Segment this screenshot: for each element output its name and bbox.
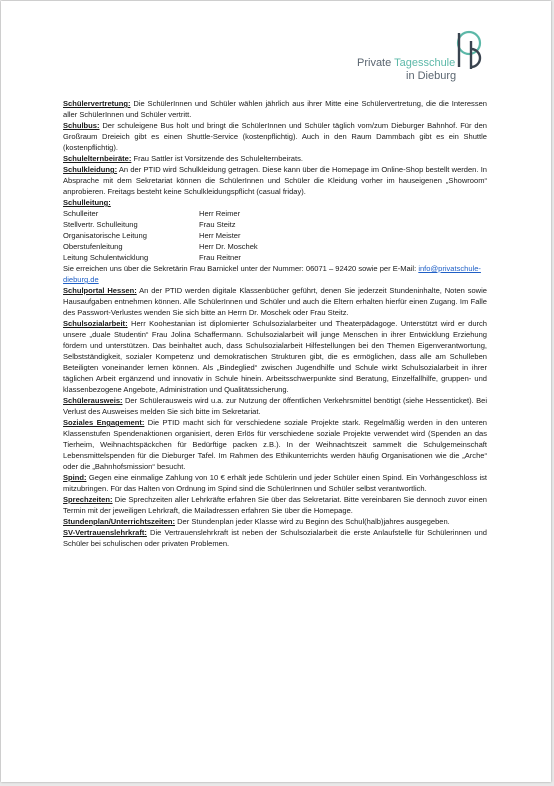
school-logo: [351, 29, 511, 85]
section-spind: [63, 472, 487, 494]
heading-schulsozialarbeit: Schulsozialarbeit:: [63, 319, 128, 328]
text-sprechzeiten: Die Sprechzeiten aller Lehrkräfte erfahren Sie über das Sekretariat. Bitte vereinbaren Sie dennoch zuvor einen Termin mit der jeweiligen Lehrkraft, die Mailadressen erfahren Sie über die Homepage.: [63, 495, 487, 515]
heading-soziales-engagement: Soziales Engagement:: [63, 418, 145, 427]
text-sv-vertrauenslehrkraft: Die Vertrauenslehrkraft ist neben der Schulsozialarbeit die erste Anlaufstelle für Schülerinnen und Schüler bei schulischen oder privaten Problemen.: [63, 528, 487, 548]
leadership-row: [63, 208, 487, 219]
section-schuelerausweis: [63, 395, 487, 417]
text-spind: Gegen eine einmalige Zahlung von 10 € erhält jede Schülerin und jeder Schüler einen Spind. Ein Vorhängeschloss ist mitzubringen. Für das Halten von Ordnung im Spind sind die SchülerInnen und Schüler selbst verantwortlich.: [63, 473, 487, 493]
contact-text: Sie erreichen uns über die Sekretärin Frau Barnickel unter der Nummer: 06071 – 92420 sowie per E-Mail:: [63, 264, 419, 273]
text-stundenplan: Der Stundenplan jeder Klasse wird zu Beginn des Schul(halb)jahres ausgegeben.: [174, 517, 450, 526]
leadership-row: [63, 252, 487, 263]
leadership-role: Leitung Schulentwicklung: [63, 253, 149, 262]
heading-sv-vertrauenslehrkraft: SV-Vertrauenslehrkraft:: [63, 528, 147, 537]
leadership-name: Herr Dr. Moschek: [199, 242, 258, 251]
leadership-role: Oberstufenleitung: [63, 242, 123, 251]
leadership-role: Stellvertr. Schulleitung: [63, 220, 138, 229]
heading-schulbus: Schulbus:: [63, 121, 100, 130]
school-name-tagesschule: Tagesschule: [394, 57, 456, 69]
heading-sprechzeiten: Sprechzeiten:: [63, 495, 113, 504]
text-schuelervertretung: Die SchülerInnen und Schüler wählen jährlich aus ihrer Mitte eine Schülervertretung, die die Interessen aller SchülerInnen und Schüler vertritt.: [63, 99, 487, 119]
section-schulbus: [63, 120, 487, 153]
text-schuelerausweis: Der Schülerausweis wird u.a. zur Nutzung der öffentlichen Verkehrsmittel benötigt (siehe Hessenticket). Bei Verlust des Ausweises melden Sie sich bitte im Sekretariat.: [63, 396, 487, 416]
text-schulbus: Der schuleigene Bus holt und bringt die SchülerInnen und Schüler täglich vom/zum Dieburger Bahnhof. Für den Großraum Dreieich gibt es einen Shuttle-Service (kostenpflichtig). Auch in den Raum Dammbach gibt es ein Shuttle (kostenpflichtig).: [63, 121, 487, 152]
text-schulsozialarbeit: Herr Koohestanian ist diplomierter Schulsozialarbeiter und Theaterpädagoge. Unterstützt wird er durch unsere „duale Studentin“ Frau Jolina Schaffermann. Schulsozialarbeit will junge Menschen in ihrer Entwicklung Erziehung fördern und unterstützen. Das beinhaltet auch, dass Schulsozialarbeit Hilfestellungen bei den Themen Eigenverantwortung, Selbstständigkeit, sozialer Kompetenz und demokratischen Strukturen gibt, die es ermöglichen, dass alle am Schulleben Beteiligten voneinander lernen können. Als „Bindeglied“ zwischen Jugendhilfe und Schule wirkt Schulsozialarbeit in ihrer täglichen Arbeit ergänzend und innovativ in Schule hinein. Arbeitsschwerpunkte sind Beratung, Einzelfallhilfe, gruppen- und klassenbezogene Angebote, Administration und Qualitätssicherung.: [63, 319, 487, 394]
heading-spind: Spind:: [63, 473, 87, 482]
section-schulkleidung: [63, 164, 487, 197]
section-sprechzeiten: [63, 494, 487, 516]
leadership-row: [63, 219, 487, 230]
text-schulkleidung: An der PTID wird Schulkleidung getragen. Diese kann über die Homepage im Online-Shop bestellt werden. In Absprache mit dem Sekretariat können die SchülerInnen und Schüler die Kleidung vorher im hauseigenen „Showroom“ anprobieren. Freitags besteht keine Schulkleidungspflicht (casual friday).: [63, 165, 487, 196]
section-schuelervertretung: [63, 98, 487, 120]
leadership-role: Organisatorische Leitung: [63, 231, 147, 240]
section-schulelternbeirat: [63, 153, 487, 164]
leadership-name: Frau Steitz: [199, 220, 236, 229]
heading-schulportal: Schulportal Hessen:: [63, 286, 137, 295]
document-body: [63, 98, 487, 549]
leadership-name: Frau Reitner: [199, 253, 241, 262]
leadership-name: Herr Reimer: [199, 209, 241, 218]
heading-schulleitung: Schulleitung:: [63, 198, 111, 207]
school-name-location: in Dieburg: [406, 70, 457, 82]
section-stundenplan: [63, 516, 487, 527]
text-schulportal: An der PTID werden digitale Klassenbücher geführt, denen Sie jederzeit Stundeninhalte, Noten sowie Hausaufgaben entnehmen können. Alle SchülerInnen und Schüler und auch die Eltern erhalten hierfür einen Zugang. Im Falle des Passwort-Verlustes wenden Sie sich bitte an Herrn Dr. Moschek oder Frau Steitz.: [63, 286, 487, 317]
email-link[interactable]: info@privatschule-dieburg.de: [63, 264, 481, 284]
heading-schuelerausweis: Schülerausweis:: [63, 396, 123, 405]
leadership-name: Herr Meister: [199, 231, 241, 240]
section-schulleitung: [63, 197, 487, 285]
heading-schulelternbeirat: Schulelternbeiräte:: [63, 154, 132, 163]
heading-schulkleidung: Schulkleidung:: [63, 165, 118, 174]
heading-schuelervertretung: Schülervertretung:: [63, 99, 131, 108]
leadership-row: [63, 241, 487, 252]
school-name-private: Private: [357, 57, 395, 69]
section-soziales-engagement: [63, 417, 487, 472]
heading-stundenplan: Stundenplan/Unterrichtszeiten:: [63, 517, 175, 526]
section-schulportal: [63, 285, 487, 318]
document-page: [1, 1, 551, 782]
section-schulsozialarbeit: [63, 318, 487, 395]
text-schulelternbeirat: Frau Sattler ist Vorsitzende des Schulelternbeirats.: [131, 154, 303, 163]
leadership-role: Schulleiter: [63, 209, 99, 218]
school-name: [357, 57, 456, 83]
contact-paragraph: [63, 263, 487, 285]
leadership-row: [63, 230, 487, 241]
text-soziales-engagement: Die PTID macht sich für verschiedene soziale Projekte stark. Regelmäßig werden in den unteren Klassenstufen Spendenaktionen organisiert, deren Erlös für verschiedene soziale Projekte verwendet wird (Spenden an das Tierheim, Weihnachtspäckchen für Bedürftige packen z.B.). In der Weihnachtszeit sammelt die Schulgemeinschaft Lebensmittelspenden für die Dieburger Tafel. Im Rahmen des Ethikunterrichts werden häufig Organisationen wie die „Arche“ oder die „Bahnhofsmission“ besucht.: [63, 418, 487, 471]
section-sv-vertrauenslehrkraft: [63, 527, 487, 549]
